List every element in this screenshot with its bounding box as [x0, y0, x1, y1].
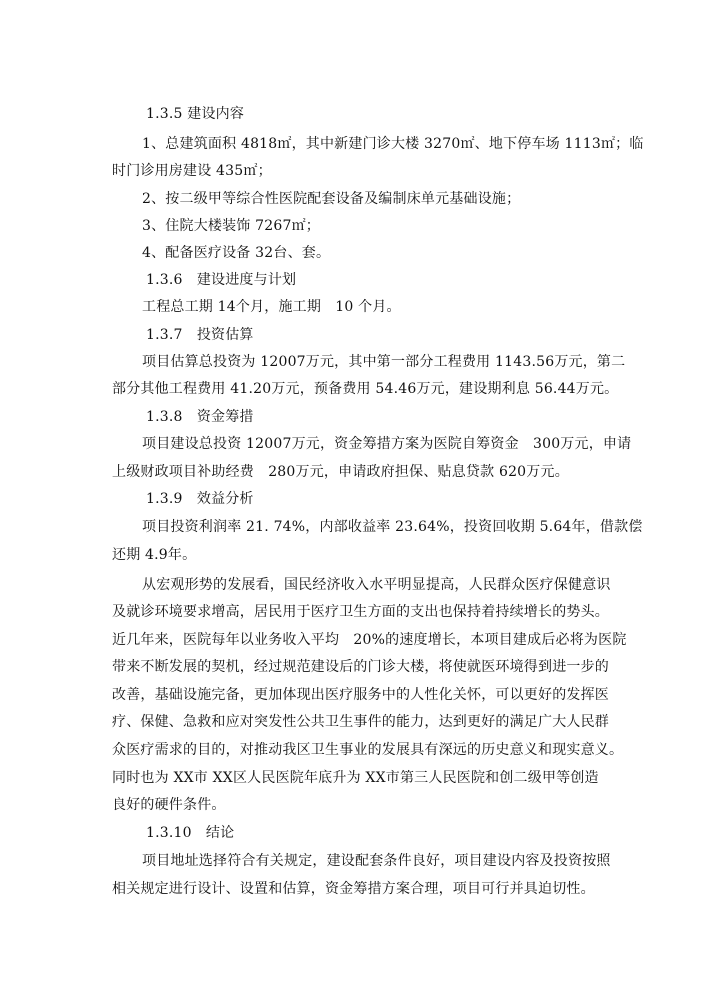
paragraph-line: 近几年来，医院每年以业务收入平均 20%的速度增长，本项目建成后必将为医院 [112, 632, 627, 648]
paragraph-line: 带来不断发展的契机，经过规范建设后的门诊大楼，将使就医环境得到进一步的 [112, 659, 609, 675]
investment-line-1: 项目估算总投资为 12007万元，其中第一部分工程费用 1143.56万元，第二 [142, 354, 626, 370]
funding-line-2: 上级财政项目补助经费 280万元，申请政府担保、贴息贷款 620万元。 [112, 464, 569, 480]
conclusion-line-1: 项目地址选择符合有关规定，建设配套条件良好，项目建设内容及投资按照 [142, 853, 611, 869]
paragraph-line: 从宏观形势的发展看，国民经济收入水平明显提高，人民群众医疗保健意识 [142, 577, 611, 593]
paragraph-line: 同时也为 XX市 XX区人民医院年底升为 XX市第三人民医院和创二级甲等创造 [112, 770, 599, 786]
heading-1-3-6: 1.3.6 建设进度与计划 [146, 272, 297, 288]
heading-1-3-8: 1.3.8 资金筹措 [146, 409, 254, 425]
benefit-line-1: 项目投资利润率 21. 74%，内部收益率 23.64%，投资回收期 5.64年，借款偿 [142, 519, 643, 535]
funding-line-1: 项目建设总投资 12007万元，资金筹措方案为医院自筹资金 300万元，申请 [142, 436, 632, 452]
item-1-line-1: 1、总建筑面积 4818㎡，其中新建门诊大楼 3270㎡、地下停车场 1113㎡；临 [142, 136, 644, 152]
paragraph-line: 众医疗需求的目的，对推动我区卫生事业的发展具有深远的历史意义和现实意义。 [112, 742, 624, 758]
item-2: 2、按二级甲等综合性医院配套设备及编制床单元基础设施； [142, 191, 521, 207]
paragraph-line: 良好的硬件条件。 [112, 797, 226, 813]
paragraph-line: 改善，基础设施完备，更加体现出医疗服务中的人性化关怀，可以更好的发挥医 [112, 687, 609, 703]
heading-1-3-9: 1.3.9 效益分析 [146, 491, 254, 507]
item-4: 4、配备医疗设备 32台、套。 [142, 245, 331, 261]
benefit-line-2: 还期 4.9年。 [112, 547, 197, 563]
item-3: 3、住院大楼装饰 7267㎡； [142, 218, 320, 234]
schedule-line: 工程总工期 14个月，施工期 10 个月。 [142, 299, 401, 315]
item-1-line-2: 时门诊用房建设 435㎡； [112, 163, 272, 179]
heading-1-3-7: 1.3.7 投资估算 [146, 327, 254, 343]
paragraph-line: 疗、保健、急救和应对突发性公共卫生事件的能力，达到更好的满足广大人民群 [112, 714, 609, 730]
heading-1-3-5: 1.3.5 建设内容 [146, 106, 245, 122]
conclusion-line-2: 相关规定进行设计、设置和估算，资金筹措方案合理，项目可行并具迫切性。 [112, 881, 595, 897]
paragraph-line: 及就诊环境要求增高，居民用于医疗卫生方面的支出也保持着持续增长的势头。 [112, 604, 609, 620]
heading-1-3-10: 1.3.10 结论 [146, 825, 235, 841]
investment-line-2: 部分其他工程费用 41.20万元，预备费用 54.46万元，建设期利息 56.44万元。 [112, 381, 619, 397]
